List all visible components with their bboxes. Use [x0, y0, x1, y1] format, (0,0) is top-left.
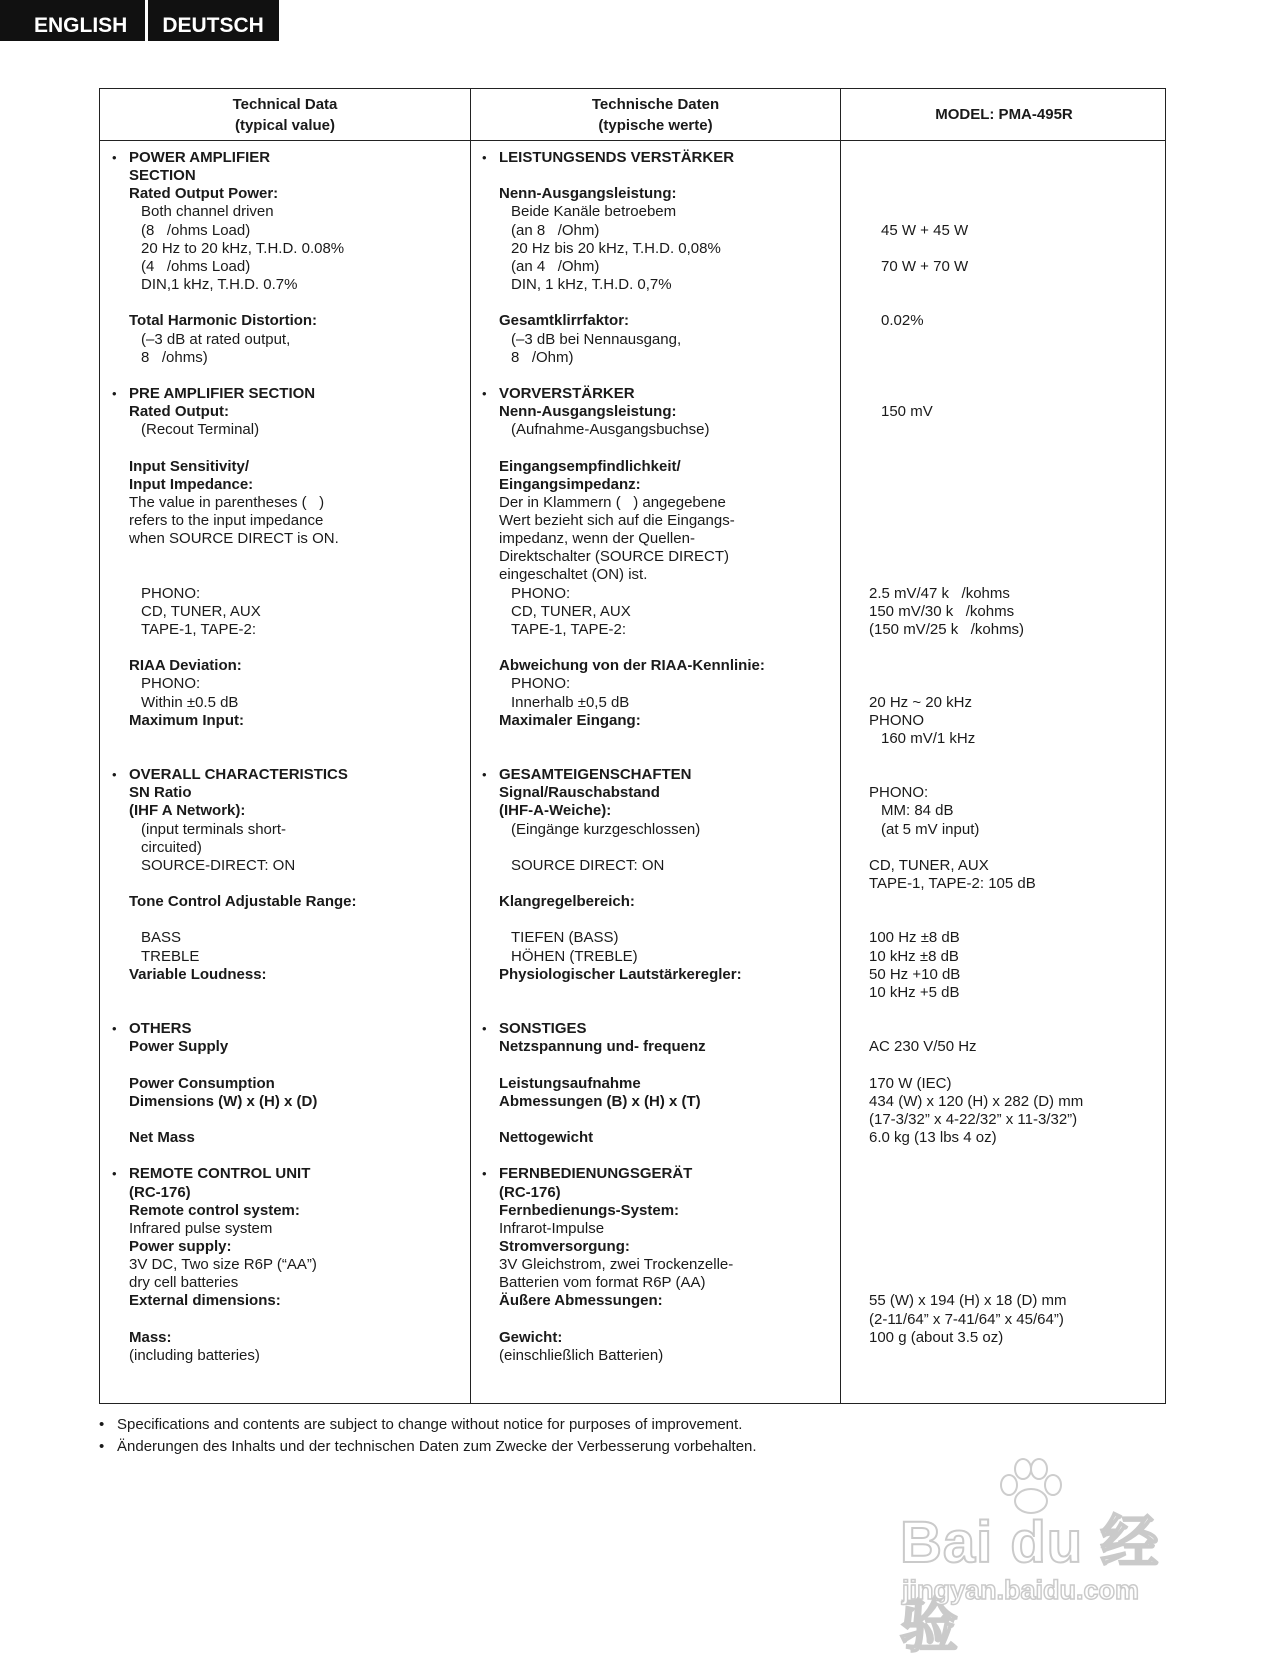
spec-label-english: circuited): [141, 838, 202, 856]
spec-label-german: PHONO:: [511, 584, 571, 602]
spec-label-german: Äußere Abmessungen:: [499, 1292, 663, 1310]
spec-label-german: Direktschalter (SOURCE DIRECT): [499, 548, 730, 566]
spec-value: 45 W + 45 W: [881, 221, 969, 239]
spec-label-english: Rated Output Power:: [129, 185, 279, 203]
spec-label-german: Wert bezieht sich auf die Eingangs-: [499, 512, 735, 529]
header-english-title: Technical Data: [232, 95, 338, 113]
spec-label-german: TIEFEN (BASS): [511, 929, 619, 947]
spec-label-english: Tone Control Adjustable Range:: [129, 893, 357, 911]
spec-label-german: Nenn-Ausgangsleistung:: [499, 185, 677, 203]
footnote-german-text: Änderungen des Inhalts und der technischen Daten zum Zwecke der Verbesserung vorbehalten.: [117, 1438, 757, 1455]
spec-value: 150 mV/30 k /kohms: [869, 602, 1015, 620]
spec-label-english: SECTION: [129, 167, 196, 185]
spec-label-english: Within ±0.5 dB: [141, 693, 239, 711]
spec-value: 70 W + 70 W: [881, 257, 969, 275]
spec-label-english: PRE AMPLIFIER SECTION: [129, 384, 316, 402]
header-english-subtitle: (typical value): [234, 116, 336, 134]
spec-label-english: 8 /ohms): [141, 348, 208, 366]
spec-value: 10 kHz ±8 dB: [869, 947, 959, 965]
bullet-icon: •: [482, 385, 487, 401]
spec-label-english: Both channel driven: [141, 203, 274, 221]
spec-label-german: Leistungsaufnahme: [499, 1074, 641, 1092]
spec-label-german: (Aufnahme-Ausgangsbuchse): [511, 421, 710, 439]
column-divider: [470, 89, 471, 1403]
bullet-icon: •: [482, 767, 487, 783]
footnotes: [99, 1414, 757, 1458]
spec-value: PHONO:: [869, 784, 929, 802]
spec-label-german: TAPE-1, TAPE-2:: [511, 620, 627, 638]
spec-value: 10 kHz +5 dB: [869, 983, 960, 1001]
spec-label-english: when SOURCE DIRECT is ON.: [129, 530, 339, 548]
spec-label-english: POWER AMPLIFIER: [129, 149, 271, 166]
spec-label-english: Net Mass: [129, 1129, 195, 1147]
spec-label-german: Netzspannung und- frequenz: [499, 1038, 706, 1056]
spec-label-english: Total Harmonic Distortion:: [129, 312, 318, 330]
spec-label-german: SONSTIGES: [499, 1020, 587, 1038]
tab-deutsch: DEUTSCH: [148, 0, 279, 41]
spec-label-english: SN Ratio: [129, 784, 192, 802]
spec-label-german: HÖHEN (TREBLE): [511, 947, 638, 965]
spec-label-english: PHONO:: [141, 584, 201, 602]
spec-label-english: OVERALL CHARACTERISTICS: [129, 766, 348, 784]
bullet-icon: •: [112, 1166, 117, 1182]
spec-label-german: Nenn-Ausgangsleistung:: [499, 403, 677, 421]
spec-label-german: (IHF-A-Weiche):: [499, 802, 612, 820]
spec-value: (150 mV/25 k /kohms): [869, 620, 1025, 638]
spec-label-english: Input Impedance:: [129, 475, 254, 493]
spec-value: MM: 84 dB: [881, 802, 954, 820]
spec-label-english: Remote control system:: [129, 1201, 300, 1219]
spec-label-german: Abweichung von der RIAA-Kennlinie:: [499, 657, 765, 675]
spec-label-english: Dimensions (W) x (H) x (D): [129, 1092, 318, 1110]
spec-value: 55 (W) x 194 (H) x 18 (D) mm: [869, 1292, 1067, 1310]
spec-label-german: Maximaler Eingang:: [499, 711, 641, 729]
spec-label-english: TAPE-1, TAPE-2:: [141, 620, 257, 638]
spec-label-english: PHONO:: [141, 675, 201, 693]
spec-label-german: impedanz, wenn der Quellen-: [499, 530, 695, 548]
spec-table: [99, 88, 1166, 1404]
model-name: MODEL: PMA-495R: [935, 106, 1073, 123]
spec-label-english: (8 /ohms Load): [141, 221, 251, 239]
bullet-icon: •: [99, 1416, 105, 1433]
spec-label-english: REMOTE CONTROL UNIT: [129, 1165, 311, 1183]
bullet-icon: •: [482, 1021, 487, 1037]
spec-value: 170 W (IEC): [869, 1074, 952, 1092]
spec-label-english: RIAA Deviation:: [129, 657, 242, 675]
spec-label-german: (einschließlich Batterien): [499, 1346, 664, 1364]
spec-label-german: 20 Hz bis 20 kHz, T.H.D. 0,08%: [511, 239, 721, 257]
spec-value: 150 mV: [881, 403, 933, 421]
spec-label-english: SOURCE-DIRECT: ON: [141, 856, 296, 874]
spec-label-english: OTHERS: [129, 1020, 192, 1038]
spec-label-english: Infrared pulse system: [129, 1219, 273, 1237]
spec-label-english: TREBLE: [141, 947, 200, 965]
header-german-subtitle: (typische werte): [598, 116, 713, 134]
spec-label-english: (IHF A Network):: [129, 802, 246, 820]
spec-label-english: The value in parentheses ( ): [129, 493, 325, 511]
spec-label-german: Physiologischer Lautstärkeregler:: [499, 965, 742, 983]
spec-label-english: Input Sensitivity/: [129, 457, 250, 475]
spec-label-german: 3V Gleichstrom, zwei Trockenzelle-: [499, 1256, 734, 1274]
tab-english: ENGLISH: [0, 0, 145, 41]
spec-label-german: Der in Klammern ( ) angegebene: [499, 493, 726, 511]
spec-label-german: FERNBEDIENUNGSGERÄT: [499, 1165, 693, 1183]
spec-label-german: Klangregelbereich:: [499, 893, 635, 911]
spec-label-german: Gesamtklirrfaktor:: [499, 312, 630, 330]
header-model: [841, 89, 1167, 140]
spec-label-german: (an 4 /Ohm): [511, 257, 600, 275]
spec-label-english: Variable Loudness:: [129, 965, 267, 983]
spec-label-german: Nettogewicht: [499, 1129, 594, 1147]
spec-label-german: (Eingänge kurzgeschlossen): [511, 820, 701, 838]
spec-label-english: DIN,1 kHz, T.H.D. 0.7%: [141, 276, 298, 294]
footnote-german: [99, 1436, 757, 1458]
spec-label-english: Maximum Input:: [129, 711, 244, 729]
spec-label-german: DIN, 1 kHz, T.H.D. 0,7%: [511, 276, 672, 294]
bullet-icon: •: [112, 767, 117, 783]
spec-label-german: VORVERSTÄRKER: [499, 384, 635, 402]
header-german-title: Technische Daten: [591, 95, 720, 113]
spec-label-german: (–3 dB bei Nennausgang,: [511, 330, 682, 348]
spec-label-german: LEISTUNGSENDS VERSTÄRKER: [499, 149, 735, 166]
bullet-icon: •: [112, 1021, 117, 1037]
spec-label-english: 3V DC, Two size R6P (“AA”): [129, 1256, 317, 1274]
spec-value: 2.5 mV/47 k /kohms: [869, 584, 1010, 602]
spec-value: 6.0 kg (13 lbs 4 oz): [869, 1129, 997, 1147]
spec-label-german: Abmessungen (B) x (H) x (T): [499, 1092, 701, 1110]
watermark-logo: Bai du 经验: [900, 1510, 1160, 1659]
spec-value: 100 Hz ±8 dB: [869, 929, 960, 947]
spec-label-english: dry cell batteries: [129, 1274, 239, 1292]
spec-value: 434 (W) x 120 (H) x 282 (D) mm: [869, 1092, 1084, 1110]
column-divider: [840, 89, 841, 1403]
language-tabs: [0, 0, 279, 41]
spec-label-english: (RC-176): [129, 1183, 191, 1201]
spec-label-english: (–3 dB at rated output,: [141, 330, 291, 348]
spec-label-german: Gewicht:: [499, 1328, 563, 1346]
spec-value: CD, TUNER, AUX: [869, 856, 989, 874]
spec-label-german: eingeschaltet (ON) ist.: [499, 566, 648, 584]
spec-label-english: (including batteries): [129, 1346, 260, 1364]
baidu-watermark: [900, 1455, 1200, 1659]
spec-label-german: Stromversorgung:: [499, 1238, 630, 1255]
spec-value: 160 mV/1 kHz: [881, 729, 976, 747]
spec-label-german: Infrarot-Impulse: [499, 1219, 605, 1237]
bullet-icon: •: [482, 1166, 487, 1182]
spec-label-german: Beide Kanäle betroebem: [511, 203, 677, 221]
spec-label-german: (an 8 /Ohm): [511, 221, 600, 239]
watermark-url: jingyan.baidu.com: [902, 1575, 1140, 1605]
spec-label-german: CD, TUNER, AUX: [511, 602, 631, 620]
header-german: [471, 89, 840, 140]
spec-label-english: Power supply:: [129, 1238, 232, 1255]
spec-label-german: (RC-176): [499, 1183, 561, 1201]
spec-value: 100 g (about 3.5 oz): [869, 1328, 1004, 1346]
spec-label-english: Power Consumption: [129, 1074, 275, 1092]
spec-value: 0.02%: [881, 312, 924, 330]
spec-label-german: Fernbedienungs-System:: [499, 1201, 680, 1219]
spec-label-english: refers to the input impedance: [129, 512, 324, 529]
spec-label-german: Signal/Rauschabstand: [499, 784, 660, 802]
header-english: [100, 89, 470, 140]
spec-label-english: 20 Hz to 20 kHz, T.H.D. 0.08%: [141, 239, 345, 257]
spec-label-english: BASS: [141, 929, 182, 947]
bullet-icon: •: [482, 150, 487, 165]
footnote-english-text: Specifications and contents are subject to change without notice for purposes of improvement.: [117, 1416, 743, 1433]
spec-label-german: GESAMTEIGENSCHAFTEN: [499, 766, 692, 784]
spec-label-german: 8 /Ohm): [511, 348, 574, 366]
spec-label-english: External dimensions:: [129, 1292, 281, 1310]
spec-label-german: PHONO:: [511, 675, 571, 693]
spec-value: 50 Hz +10 dB: [869, 965, 961, 983]
spec-label-english: (Recout Terminal): [141, 421, 260, 439]
bullet-icon: •: [112, 150, 117, 165]
bullet-icon: •: [112, 385, 117, 401]
spec-label-german: Eingangsempfindlichkeit/: [499, 457, 681, 475]
spec-value: 20 Hz ~ 20 kHz: [869, 693, 972, 711]
spec-label-german: Batterien vom format R6P (AA): [499, 1274, 706, 1292]
spec-label-english: (4 /ohms Load): [141, 257, 251, 275]
spec-value: PHONO: [869, 711, 925, 729]
header-divider: [100, 140, 1165, 141]
spec-label-english: Rated Output:: [129, 403, 229, 421]
spec-label-german: Innerhalb ±0,5 dB: [511, 693, 630, 711]
spec-value: (at 5 mV input): [881, 820, 980, 838]
bullet-icon: •: [99, 1438, 105, 1455]
spec-label-english: (input terminals short-: [141, 820, 287, 838]
spec-value: AC 230 V/50 Hz: [869, 1038, 977, 1056]
spec-value: (2-11/64” x 7-41/64” x 45/64”): [869, 1310, 1064, 1328]
footnote-english: [99, 1414, 757, 1436]
spec-value: TAPE-1, TAPE-2: 105 dB: [869, 875, 1036, 892]
spec-label-english: CD, TUNER, AUX: [141, 602, 261, 620]
spec-label-german: SOURCE DIRECT: ON: [511, 856, 665, 874]
spec-value: (17-3/32” x 4-22/32” x 11-3/32”): [869, 1110, 1078, 1128]
spec-label-german: Eingangsimpedanz:: [499, 475, 641, 493]
spec-label-english: Mass:: [129, 1328, 172, 1346]
spec-label-english: Power Supply: [129, 1038, 229, 1056]
